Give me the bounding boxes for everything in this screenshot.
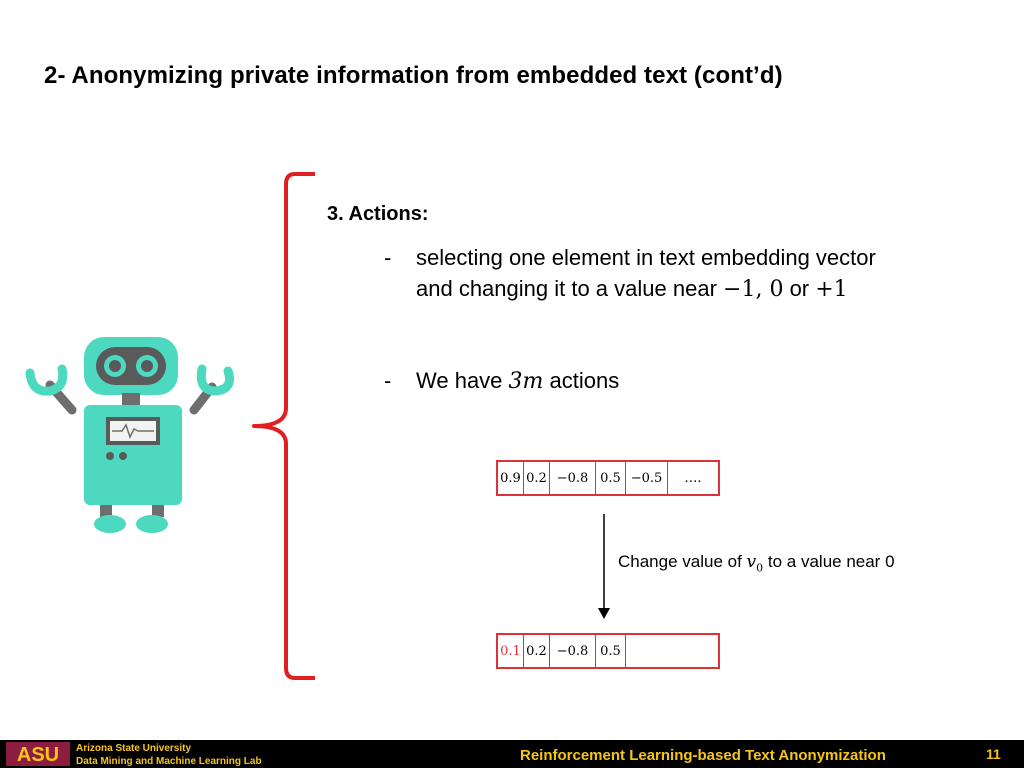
vector-cell: 0.9	[498, 462, 524, 494]
vector-cell: −0.5	[626, 462, 668, 494]
asu-logo	[6, 742, 70, 766]
label-text: Change value of	[618, 552, 747, 571]
bullet-actions-description	[416, 242, 876, 305]
math-value: 3m	[508, 369, 544, 394]
bullet-text: or	[783, 276, 816, 301]
university-name	[76, 742, 262, 768]
vector-cell-empty	[626, 635, 718, 667]
bullet-text: actions	[543, 368, 620, 393]
bullet-dash: -	[384, 245, 392, 270]
bullet-text: and changing it to a value near	[416, 276, 724, 301]
vector-cell: −0.8	[550, 462, 596, 494]
lab-label: Data Mining and Machine Learning Lab	[76, 756, 262, 767]
vector-cell: −0.8	[550, 635, 596, 667]
bullet-dash: -	[384, 368, 392, 393]
changed-vector-cell: 0.1	[498, 635, 524, 667]
curly-bracket	[250, 170, 320, 682]
bullet-line	[416, 273, 876, 305]
down-arrow-icon	[596, 514, 612, 620]
bullet-action-count	[416, 365, 619, 397]
robot-illustration	[22, 335, 237, 535]
footer-bar	[0, 740, 1024, 768]
math-value: −1	[723, 277, 756, 302]
math-separator: ,	[755, 277, 770, 302]
math-subscript: 0	[756, 561, 764, 575]
original-embedding-vector	[496, 460, 720, 496]
vector-cell: 0.5	[596, 635, 626, 667]
label-text: to a value near 0	[763, 552, 895, 571]
bullet-line: selecting one element in text embedding vector	[416, 245, 876, 270]
math-value: 0	[769, 277, 784, 302]
page-number: 11	[986, 746, 1001, 762]
slide-title: 2- Anonymizing private information from embedded text (cont’d)	[44, 62, 783, 89]
vector-cell: 0.2	[524, 635, 550, 667]
vector-cell: 0.5	[596, 462, 626, 494]
vector-cell: 0.2	[524, 462, 550, 494]
change-value-label	[618, 552, 895, 574]
vector-ellipsis: ….	[684, 470, 702, 486]
math-value: +1	[815, 277, 848, 302]
math-variable: v	[746, 552, 757, 572]
section-heading: 3. Actions:	[327, 203, 429, 225]
changed-embedding-vector	[496, 633, 720, 669]
footer-title: Reinforcement Learning-based Text Anonymization	[520, 747, 886, 764]
university-label: Arizona State University	[76, 743, 192, 754]
bullet-text: We have	[416, 368, 509, 393]
svg-text:ASU: ASU	[16, 744, 60, 766]
